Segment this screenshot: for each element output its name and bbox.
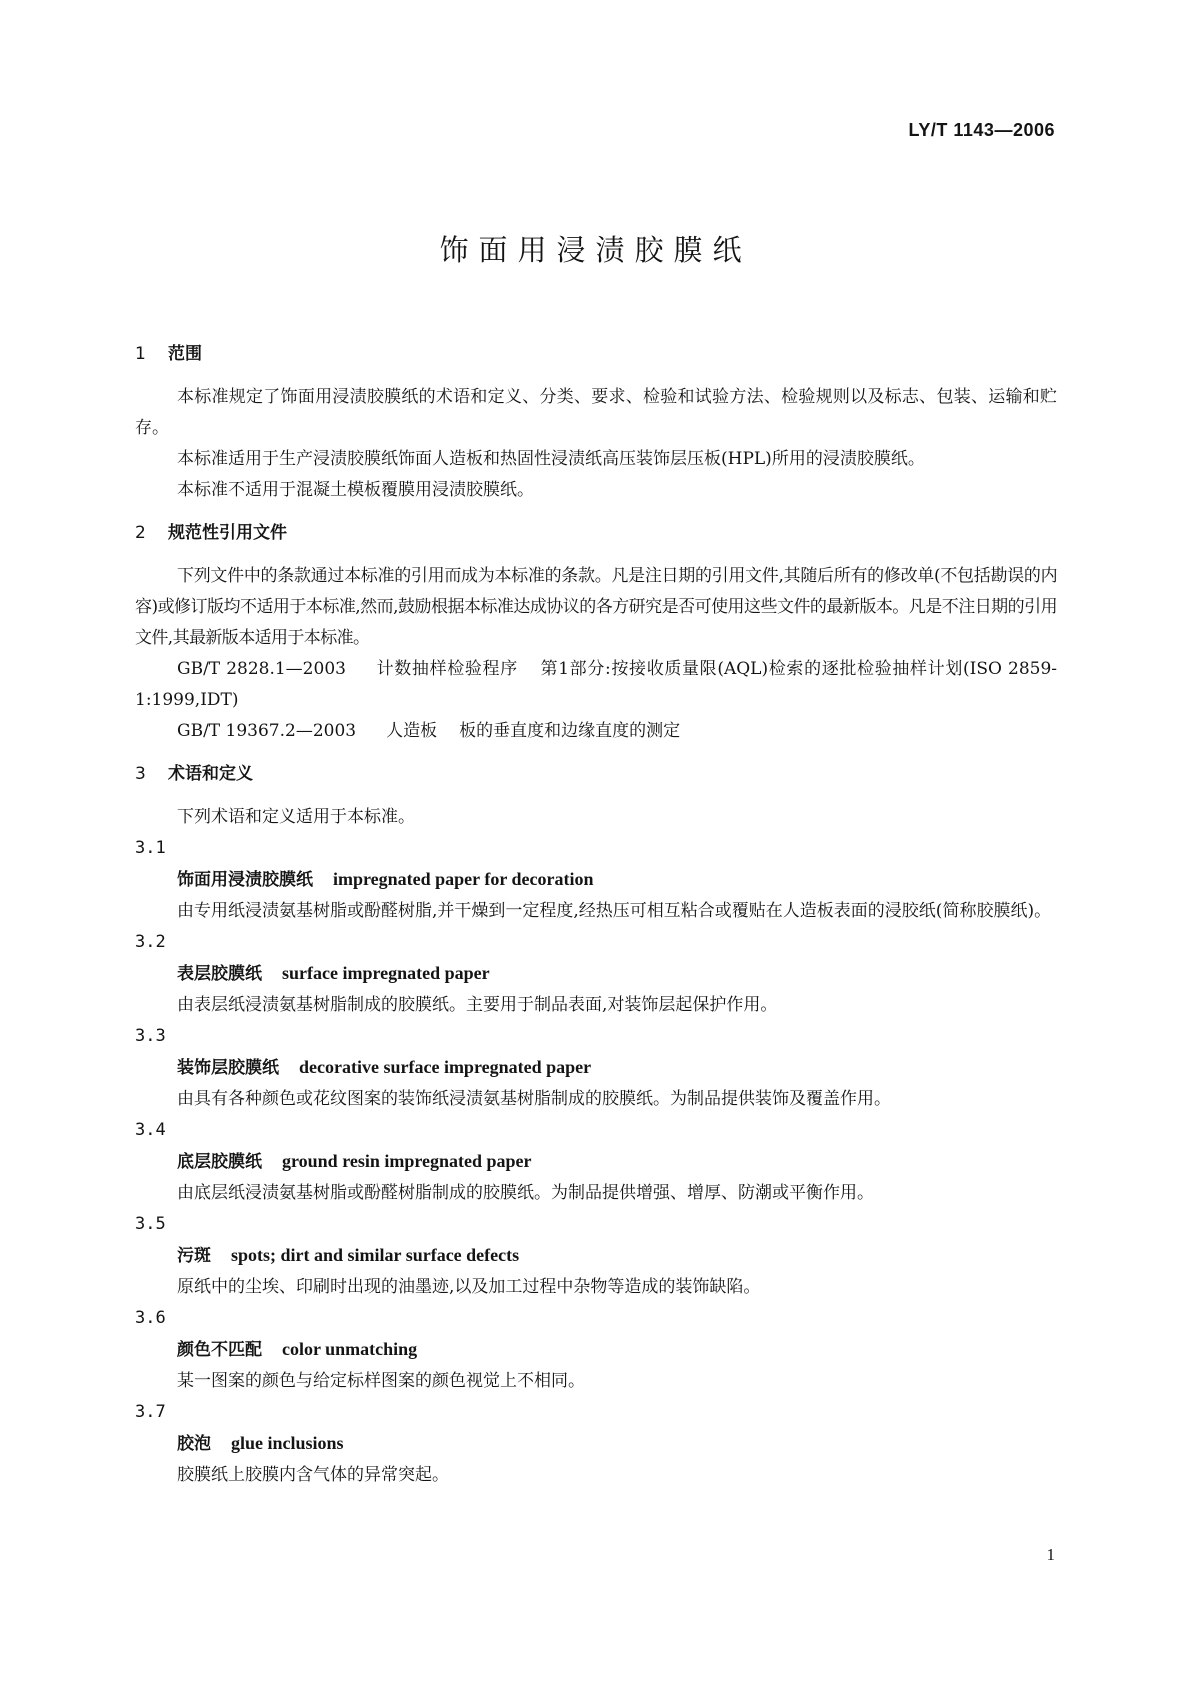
page-number: 1 — [1046, 1545, 1055, 1564]
term-name-en: surface impregnated paper — [282, 963, 490, 983]
reference-title: 计数抽样检验程序 — [375, 659, 518, 679]
term-name-cn: 胶泡 — [177, 1434, 211, 1454]
document-title: 饰面用浸渍胶膜纸 — [439, 233, 752, 267]
term-entry — [135, 1021, 1057, 1115]
term-name-cn: 颜色不匹配 — [177, 1340, 262, 1360]
term-number: 3.3 — [135, 1026, 166, 1046]
section-number: 1 — [135, 344, 146, 364]
paragraph: 下列文件中的条款通过本标准的引用而成为本标准的条款。凡是注日期的引用文件,其随后所有的修改单(不包括勘误的内容)或修订版均不适用于本标准,然而,鼓励根据本标准达成协议的各方研究是否可使用这些文件的最新版本。凡是不注日期的引用文件,其最新版本适用于本标准。 — [135, 566, 1057, 648]
reference-title: 人造板 — [386, 721, 438, 741]
term-name-cn: 底层胶膜纸 — [177, 1152, 262, 1172]
section-1-heading — [135, 339, 1057, 369]
term-number: 3.7 — [135, 1402, 166, 1422]
term-name-cn: 表层胶膜纸 — [177, 964, 262, 984]
term-number: 3.6 — [135, 1308, 166, 1328]
paragraph: 本标准不适用于混凝土模板覆膜用浸渍胶膜纸。 — [177, 480, 534, 500]
term-name-cn: 污斑 — [177, 1246, 211, 1266]
section-title: 范围 — [168, 344, 202, 364]
term-definition: 由具有各种颜色或花纹图案的装饰纸浸渍氨基树脂制成的胶膜纸。为制品提供装饰及覆盖作用。 — [177, 1089, 891, 1109]
reference-code: GB/T 2828.1—2003 — [177, 659, 346, 679]
term-definition: 胶膜纸上胶膜内含气体的异常突起。 — [177, 1465, 449, 1485]
document-body — [135, 327, 1057, 1491]
term-name — [135, 958, 1057, 990]
term-number: 3.2 — [135, 932, 166, 952]
term-name-en: color unmatching — [282, 1339, 418, 1359]
section-number: 3 — [135, 764, 146, 784]
term-name-en: ground resin impregnated paper — [282, 1151, 532, 1171]
reference-title: 板的垂直度和边缘直度的测定 — [459, 721, 681, 741]
section-title: 术语和定义 — [168, 764, 253, 784]
term-definition: 某一图案的颜色与给定标样图案的颜色视觉上不相同。 — [177, 1371, 585, 1391]
reference-title: 第1部分:按接收质量限(AQL)检索的逐批检验抽样计划(ISO 2859-1:1999,IDT) — [135, 659, 1058, 710]
term-entry — [135, 1303, 1057, 1397]
normative-reference — [135, 716, 1057, 747]
term-name — [135, 1428, 1057, 1460]
standard-number: LY/T 1143—2006 — [908, 120, 1055, 140]
term-name-en: decorative surface impregnated paper — [299, 1057, 592, 1077]
term-name — [135, 1334, 1057, 1366]
term-number: 3.4 — [135, 1120, 166, 1140]
term-name — [135, 1240, 1057, 1272]
section-2-heading — [135, 518, 1057, 548]
section-title: 规范性引用文件 — [168, 523, 287, 543]
term-definition: 原纸中的尘埃、印刷时出现的油墨迹,以及加工过程中杂物等造成的装饰缺陷。 — [177, 1277, 761, 1297]
section-number: 2 — [135, 523, 146, 543]
term-definition: 由底层纸浸渍氨基树脂或酚醛树脂制成的胶膜纸。为制品提供增强、增厚、防潮或平衡作用。 — [177, 1183, 874, 1203]
term-entry — [135, 1397, 1057, 1491]
term-definition: 由表层纸浸渍氨基树脂制成的胶膜纸。主要用于制品表面,对装饰层起保护作用。 — [177, 995, 778, 1015]
term-entry — [135, 1209, 1057, 1303]
section-3-heading — [135, 759, 1057, 789]
term-name — [135, 1146, 1057, 1178]
term-name-en: spots; dirt and similar surface defects — [231, 1245, 520, 1265]
term-number: 3.1 — [135, 838, 166, 858]
term-name-cn: 饰面用浸渍胶膜纸 — [177, 870, 313, 890]
normative-reference — [135, 654, 1057, 716]
term-name — [135, 864, 1057, 896]
paragraph: 本标准适用于生产浸渍胶膜纸饰面人造板和热固性浸渍纸高压装饰层压板(HPL)所用的浸渍胶膜纸。 — [177, 449, 925, 469]
term-name — [135, 1052, 1057, 1084]
term-entry — [135, 927, 1057, 1021]
paragraph: 本标准规定了饰面用浸渍胶膜纸的术语和定义、分类、要求、检验和试验方法、检验规则以及标志、包装、运输和贮存。 — [135, 387, 1057, 438]
term-name-cn: 装饰层胶膜纸 — [177, 1058, 279, 1078]
paragraph: 下列术语和定义适用于本标准。 — [177, 807, 415, 827]
term-name-en: glue inclusions — [231, 1433, 344, 1453]
term-number: 3.5 — [135, 1214, 166, 1234]
term-entry — [135, 1115, 1057, 1209]
term-definition: 由专用纸浸渍氨基树脂或酚醛树脂,并干燥到一定程度,经热压可相互粘合或覆贴在人造板表面的浸胶纸(简称胶膜纸)。 — [177, 901, 1052, 921]
reference-code: GB/T 19367.2—2003 — [177, 721, 357, 741]
term-entry — [135, 833, 1057, 927]
term-name-en: impregnated paper for decoration — [333, 869, 594, 889]
